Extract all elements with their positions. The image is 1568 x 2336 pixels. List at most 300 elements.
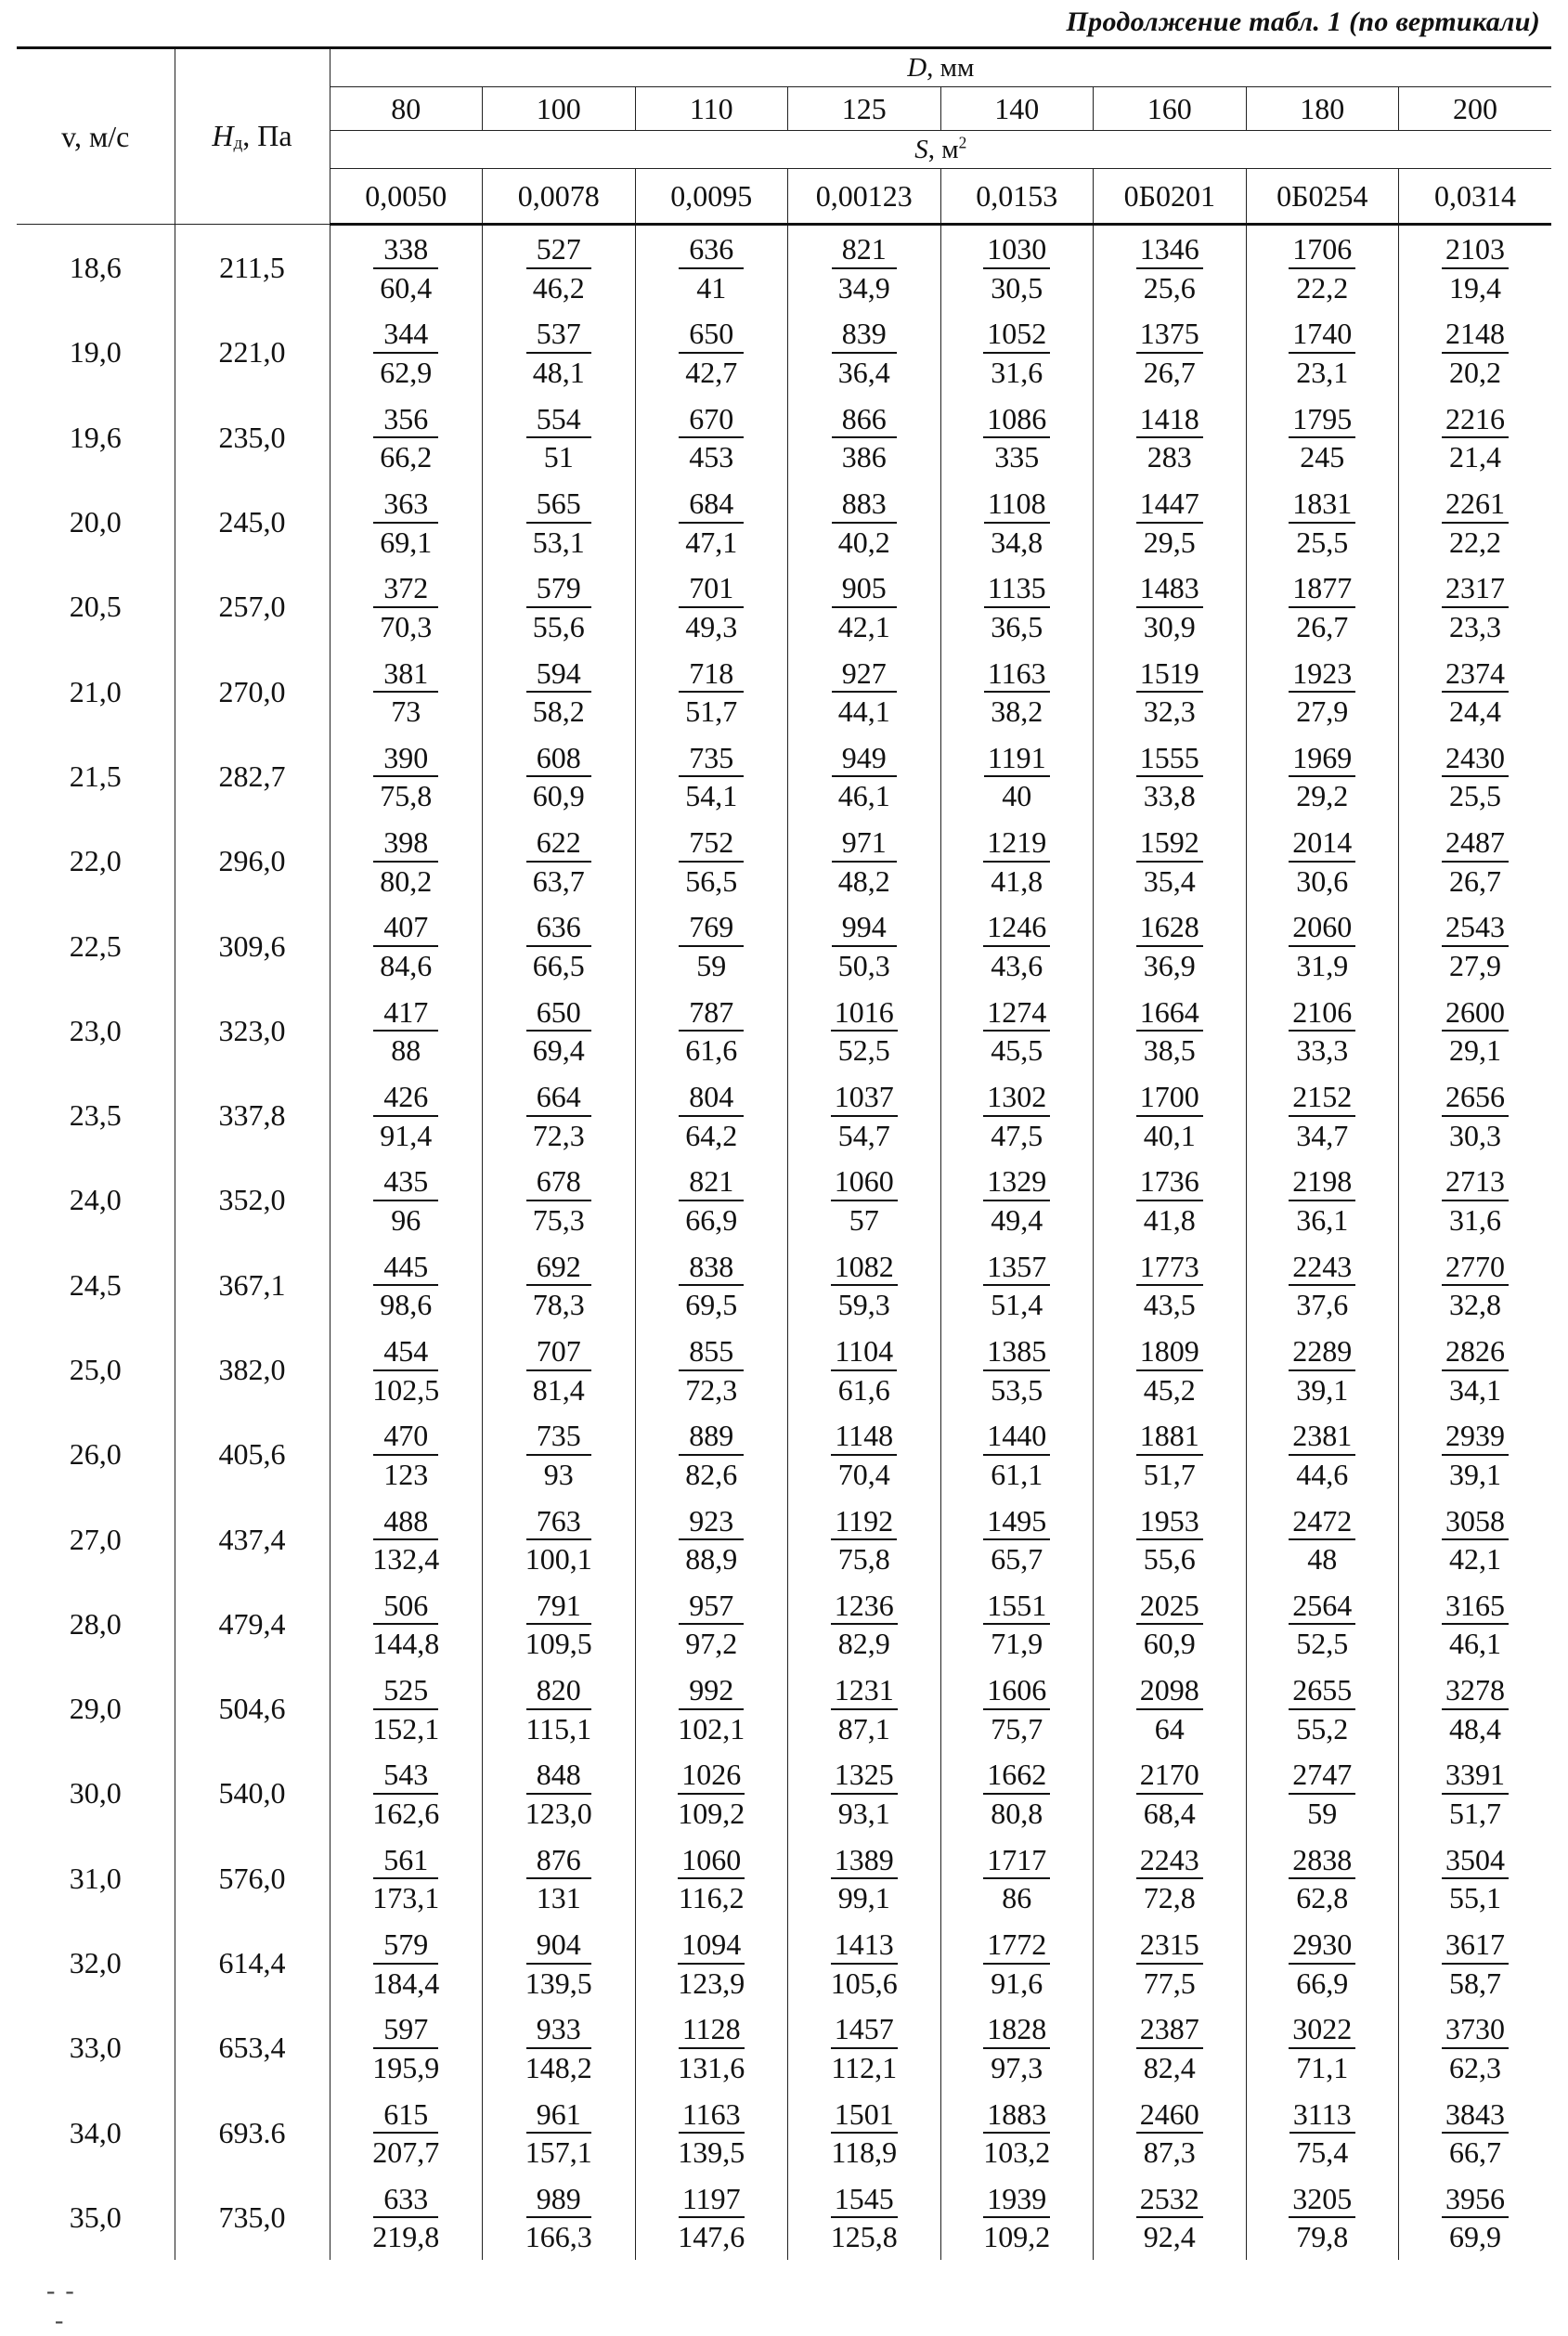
fraction-cell xyxy=(788,396,941,480)
fraction-denominator: 51 xyxy=(543,440,574,474)
fraction-cell xyxy=(788,2005,941,2090)
pressure-cell: 405,6 xyxy=(175,1412,330,1497)
fraction xyxy=(1136,1333,1203,1407)
fraction-cell xyxy=(483,734,636,819)
fraction-cell xyxy=(330,1921,483,2005)
fraction-numerator: 3843 xyxy=(1442,2099,1509,2135)
fraction xyxy=(831,1421,897,1490)
fraction-denominator: 152,1 xyxy=(372,1711,440,1746)
fraction xyxy=(526,1842,591,1915)
fraction-cell xyxy=(483,903,636,988)
fraction-denominator: 84,6 xyxy=(380,949,433,983)
fraction-cell xyxy=(330,310,483,395)
fraction-numerator: 1197 xyxy=(679,2184,745,2219)
fraction-denominator: 75,4 xyxy=(1296,2135,1349,2170)
fraction-numerator: 1375 xyxy=(1136,318,1203,354)
pressure-cell: 693.6 xyxy=(175,2091,330,2175)
fraction xyxy=(832,740,897,813)
fraction-numerator: 1773 xyxy=(1136,1252,1203,1287)
fraction-numerator: 3730 xyxy=(1442,2014,1509,2049)
fraction-denominator: 99,1 xyxy=(837,1881,890,1915)
fraction-numerator: 1236 xyxy=(831,1590,898,1626)
fraction xyxy=(1289,2096,1355,2170)
fraction xyxy=(832,488,897,558)
fraction-denominator: 131 xyxy=(536,1881,581,1915)
fraction-numerator: 971 xyxy=(832,827,897,863)
fraction-denominator: 78,3 xyxy=(532,1288,585,1322)
fraction xyxy=(373,912,438,981)
fraction-numerator: 527 xyxy=(526,234,591,269)
fraction-denominator: 102,5 xyxy=(372,1372,440,1407)
fraction-cell xyxy=(1246,1751,1399,1836)
fraction xyxy=(525,2181,592,2254)
fraction xyxy=(983,1249,1050,1322)
fraction-denominator: 49,3 xyxy=(685,609,738,643)
fraction-denominator: 51,7 xyxy=(1143,1457,1196,1491)
fraction xyxy=(526,318,591,388)
fraction-numerator: 1483 xyxy=(1136,573,1203,608)
fraction-numerator: 763 xyxy=(526,1506,591,1541)
fraction xyxy=(373,1249,438,1322)
fraction-cell xyxy=(1094,396,1247,480)
fraction-numerator: 1016 xyxy=(831,997,898,1032)
fraction-cell xyxy=(1246,565,1399,649)
fraction-denominator: 55,2 xyxy=(1296,1711,1349,1746)
fraction-denominator: 386 xyxy=(841,440,887,474)
fraction-numerator: 2216 xyxy=(1442,404,1509,439)
fraction-denominator: 42,1 xyxy=(1449,1542,1502,1577)
fraction-numerator: 2656 xyxy=(1442,1082,1509,1117)
fraction-cell xyxy=(483,2091,636,2175)
fraction xyxy=(373,488,438,558)
fraction-cell xyxy=(1246,396,1399,480)
fraction-cell xyxy=(940,1412,1094,1497)
table-body xyxy=(17,225,1551,2261)
fraction-cell xyxy=(1094,2091,1247,2175)
fraction-denominator: 53,1 xyxy=(532,525,585,559)
fraction-denominator: 87,1 xyxy=(837,1711,890,1746)
fraction xyxy=(1442,1842,1509,1915)
table-row xyxy=(17,989,1551,1073)
fraction-numerator: 3391 xyxy=(1442,1759,1509,1795)
fraction-denominator: 72,3 xyxy=(532,1118,585,1152)
fraction-numerator: 701 xyxy=(679,573,744,608)
fraction-numerator: 2600 xyxy=(1442,997,1509,1032)
fraction-denominator: 22,2 xyxy=(1449,525,1502,559)
fraction-numerator: 398 xyxy=(373,827,438,863)
fraction-cell xyxy=(635,649,788,733)
fraction-cell xyxy=(483,225,636,311)
fraction-denominator: 40,2 xyxy=(837,525,890,559)
fraction xyxy=(1136,740,1203,813)
fraction-denominator: 59 xyxy=(1307,1796,1338,1830)
fraction-cell xyxy=(635,1667,788,1751)
fraction xyxy=(525,1675,591,1745)
fraction-cell xyxy=(635,1836,788,1921)
velocity-cell: 28,0 xyxy=(17,1582,175,1667)
fraction xyxy=(1136,401,1203,474)
pressure-cell: 614,4 xyxy=(175,1921,330,2005)
fraction xyxy=(1442,827,1509,897)
velocity-cell: 27,0 xyxy=(17,1497,175,1581)
fraction-cell xyxy=(635,2091,788,2175)
fraction-numerator: 1495 xyxy=(983,1506,1050,1541)
fraction-numerator: 1700 xyxy=(1136,1082,1203,1117)
fraction-cell xyxy=(1246,1073,1399,1158)
velocity-cell: 22,0 xyxy=(17,819,175,903)
fraction-cell xyxy=(1094,480,1247,565)
fraction-denominator: 68,4 xyxy=(1143,1796,1196,1830)
fraction xyxy=(1289,488,1355,558)
fraction-numerator: 1163 xyxy=(984,658,1050,694)
fraction-cell xyxy=(1399,1497,1552,1581)
fraction-cell xyxy=(788,2091,941,2175)
fraction xyxy=(526,1333,591,1407)
fraction-numerator: 1923 xyxy=(1289,658,1355,694)
fraction-denominator: 52,5 xyxy=(837,1033,890,1068)
fraction-denominator: 82,4 xyxy=(1143,2050,1196,2084)
fraction-numerator: 2387 xyxy=(1136,2014,1203,2049)
pressure-unit: , Па xyxy=(242,118,292,152)
fraction-denominator: 64,2 xyxy=(685,1118,738,1152)
fraction-denominator: 82,6 xyxy=(685,1457,738,1491)
velocity-cell: 19,0 xyxy=(17,310,175,395)
fraction-denominator: 132,4 xyxy=(372,1542,440,1577)
fraction-denominator: 157,1 xyxy=(525,2135,592,2170)
fraction xyxy=(832,234,897,304)
fraction xyxy=(1442,2096,1509,2170)
fraction-denominator: 42,1 xyxy=(837,609,890,643)
fraction-cell xyxy=(1246,1921,1399,2005)
fraction-cell xyxy=(1094,1751,1247,1836)
fraction xyxy=(1442,318,1509,388)
fraction-numerator: 435 xyxy=(373,1166,438,1201)
fraction-numerator: 2152 xyxy=(1289,1082,1355,1117)
fraction xyxy=(372,1590,439,1660)
fraction xyxy=(373,994,438,1068)
fraction-numerator: 684 xyxy=(679,488,744,524)
fraction-cell xyxy=(635,903,788,988)
fraction-cell xyxy=(635,1243,788,1328)
fraction-denominator: 219,8 xyxy=(372,2220,440,2254)
fraction-numerator: 1346 xyxy=(1136,234,1203,269)
fraction xyxy=(1136,318,1203,388)
fraction-cell xyxy=(330,1667,483,1751)
fraction xyxy=(678,1675,745,1745)
fraction-numerator: 506 xyxy=(373,1590,438,1626)
fraction xyxy=(1442,488,1509,558)
fraction-numerator: 633 xyxy=(373,2184,438,2219)
fraction xyxy=(983,912,1050,981)
fraction-denominator: 123,0 xyxy=(525,1796,592,1830)
velocity-cell: 34,0 xyxy=(17,2091,175,2175)
fraction xyxy=(832,318,897,388)
velocity-cell: 31,0 xyxy=(17,1836,175,1921)
fraction-numerator: 904 xyxy=(526,1929,591,1965)
fraction xyxy=(1442,1590,1509,1660)
area-symbol: S xyxy=(914,134,928,164)
pressure-cell: 504,6 xyxy=(175,1667,330,1751)
fraction-numerator: 927 xyxy=(832,658,897,694)
fraction-denominator: 64 xyxy=(1154,1711,1185,1746)
fraction xyxy=(1442,655,1509,729)
fraction-numerator: 1060 xyxy=(678,1845,745,1880)
fraction-denominator: 41,8 xyxy=(991,863,1043,898)
fraction-denominator: 62,3 xyxy=(1449,2050,1502,2084)
fraction xyxy=(1136,1421,1203,1490)
pressure-cell: 337,8 xyxy=(175,1073,330,1158)
fraction-numerator: 1717 xyxy=(983,1845,1050,1880)
fraction-cell xyxy=(940,903,1094,988)
fraction-numerator: 363 xyxy=(373,488,438,524)
fraction xyxy=(373,318,438,388)
fraction-denominator: 72,3 xyxy=(685,1372,738,1407)
fraction-denominator: 139,5 xyxy=(678,2135,745,2170)
fraction-numerator: 650 xyxy=(679,318,744,354)
fraction xyxy=(679,1590,744,1660)
fraction-cell xyxy=(330,734,483,819)
fraction-numerator: 821 xyxy=(679,1166,744,1201)
fraction xyxy=(1289,912,1355,981)
fraction-numerator: 1545 xyxy=(831,2184,898,2219)
fraction-cell xyxy=(940,1243,1094,1328)
fraction-cell xyxy=(1246,225,1399,311)
fraction-cell xyxy=(1246,649,1399,733)
fraction-denominator: 47,5 xyxy=(991,1118,1043,1152)
fraction-denominator: 51,7 xyxy=(1449,1796,1502,1830)
fraction-numerator: 636 xyxy=(526,912,591,947)
fraction xyxy=(373,1166,438,1236)
fraction-denominator: 46,1 xyxy=(837,779,890,813)
fraction xyxy=(1289,234,1355,304)
fraction-cell xyxy=(330,480,483,565)
fraction-denominator: 66,7 xyxy=(1449,2135,1502,2170)
fraction-cell xyxy=(1399,225,1552,311)
fraction xyxy=(372,2181,440,2254)
fraction-numerator: 417 xyxy=(373,997,438,1032)
area-unit: , м xyxy=(927,134,959,164)
fraction-numerator: 3205 xyxy=(1289,2184,1355,2219)
fraction-denominator: 58,7 xyxy=(1449,1966,1502,2000)
fraction xyxy=(831,1082,898,1151)
fraction xyxy=(831,1675,898,1745)
fraction-cell xyxy=(1246,480,1399,565)
fraction-numerator: 1772 xyxy=(983,1929,1050,1965)
fraction-cell xyxy=(483,1582,636,1667)
fraction-cell xyxy=(1399,2005,1552,2090)
fraction xyxy=(526,912,591,981)
table-caption: Продолжение табл. 1 (по вертикали) xyxy=(1066,6,1540,37)
fraction-denominator: 148,2 xyxy=(525,2050,592,2084)
fraction-cell xyxy=(940,565,1094,649)
velocity-cell: 25,0 xyxy=(17,1328,175,1412)
fraction xyxy=(1442,573,1509,642)
fraction-cell xyxy=(1094,903,1247,988)
fraction xyxy=(983,1842,1050,1915)
fraction-denominator: 195,9 xyxy=(372,2050,440,2084)
fraction-denominator: 144,8 xyxy=(372,1627,440,1661)
fraction-cell xyxy=(483,1073,636,1158)
fraction xyxy=(1442,1503,1509,1577)
fraction-numerator: 1883 xyxy=(983,2099,1050,2135)
fraction-cell xyxy=(1094,1073,1247,1158)
table-header xyxy=(17,48,1551,225)
fraction-denominator: 59,3 xyxy=(837,1288,890,1322)
fraction-cell xyxy=(330,565,483,649)
fraction-denominator: 75,3 xyxy=(532,1202,585,1237)
fraction-numerator: 594 xyxy=(526,658,591,694)
fraction xyxy=(679,1333,744,1407)
fraction-numerator: 1052 xyxy=(983,318,1050,354)
fraction-numerator: 933 xyxy=(526,2014,591,2049)
fraction-numerator: 664 xyxy=(526,1082,591,1117)
fraction-numerator: 1192 xyxy=(831,1506,897,1541)
fraction xyxy=(983,827,1050,897)
table-row xyxy=(17,310,1551,395)
table-row xyxy=(17,2005,1551,2090)
fraction-cell xyxy=(330,1073,483,1158)
fraction-cell xyxy=(483,1667,636,1751)
fraction-denominator: 103,2 xyxy=(983,2135,1051,2170)
fraction-cell xyxy=(1094,1412,1247,1497)
fraction xyxy=(679,1503,744,1577)
fraction-denominator: 54,1 xyxy=(685,779,738,813)
fraction-numerator: 2148 xyxy=(1442,318,1509,354)
fraction-denominator: 31,6 xyxy=(991,355,1043,389)
fraction-numerator: 390 xyxy=(373,743,438,778)
fraction xyxy=(373,573,438,642)
fraction-denominator: 66,2 xyxy=(380,440,433,474)
fraction-cell xyxy=(635,1073,788,1158)
fraction xyxy=(983,2096,1051,2170)
fraction-denominator: 72,8 xyxy=(1143,1881,1196,1915)
fraction-cell xyxy=(788,2175,941,2260)
diameter-value: 100 xyxy=(483,87,636,131)
fraction-denominator: 80,8 xyxy=(991,1796,1043,1830)
fraction-numerator: 1094 xyxy=(678,1929,745,1965)
fraction-cell xyxy=(330,1328,483,1412)
fraction-denominator: 36,9 xyxy=(1143,949,1196,983)
fraction-numerator: 1809 xyxy=(1136,1336,1203,1371)
fraction-numerator: 3956 xyxy=(1442,2184,1509,2219)
fraction-cell xyxy=(1399,2091,1552,2175)
table-row xyxy=(17,396,1551,480)
fraction-numerator: 1881 xyxy=(1136,1421,1203,1456)
fraction-numerator: 1148 xyxy=(831,1421,897,1456)
fraction xyxy=(1136,1503,1203,1577)
fraction-denominator: 109,2 xyxy=(983,2220,1051,2254)
fraction-numerator: 1662 xyxy=(983,1759,1050,1795)
diameter-value: 200 xyxy=(1399,87,1552,131)
velocity-cell: 23,5 xyxy=(17,1073,175,1158)
fraction xyxy=(984,488,1050,558)
fraction-numerator: 636 xyxy=(679,234,744,269)
table-row xyxy=(17,1751,1551,1836)
fraction-denominator: 40,1 xyxy=(1143,1118,1196,1152)
fraction-denominator: 22,2 xyxy=(1296,270,1349,305)
fraction-numerator: 876 xyxy=(526,1845,591,1880)
fraction-denominator: 245 xyxy=(1300,440,1345,474)
fraction xyxy=(373,234,438,304)
fraction xyxy=(373,655,438,729)
fraction-denominator: 60,9 xyxy=(532,779,585,813)
fraction-cell xyxy=(483,2175,636,2260)
fraction-numerator: 1706 xyxy=(1289,234,1355,269)
fraction-denominator: 453 xyxy=(689,440,734,474)
fraction-numerator: 650 xyxy=(526,997,591,1032)
fraction-denominator: 25,6 xyxy=(1143,270,1196,305)
fraction-denominator: 32,3 xyxy=(1143,694,1196,729)
fraction xyxy=(679,234,744,304)
fraction-denominator: 166,3 xyxy=(525,2220,592,2254)
fraction-denominator: 30,5 xyxy=(991,270,1043,305)
area-value: 0,0153 xyxy=(940,169,1094,225)
fraction-numerator: 445 xyxy=(373,1252,438,1287)
fraction-denominator: 35,4 xyxy=(1143,863,1196,898)
fraction-cell xyxy=(940,1073,1094,1158)
fraction-cell xyxy=(635,2005,788,2090)
fraction xyxy=(1442,1675,1509,1745)
fraction-denominator: 48 xyxy=(1307,1542,1338,1577)
fraction xyxy=(526,994,591,1068)
table-row xyxy=(17,1582,1551,1667)
fraction-numerator: 2532 xyxy=(1136,2184,1203,2219)
fraction-cell xyxy=(1246,310,1399,395)
fraction-cell xyxy=(1399,1158,1552,1242)
pressure-cell: 367,1 xyxy=(175,1243,330,1328)
fraction-denominator: 71,1 xyxy=(1296,2050,1349,2084)
fraction xyxy=(1289,1166,1355,1236)
fraction-numerator: 565 xyxy=(526,488,591,524)
diameter-value: 110 xyxy=(635,87,788,131)
fraction xyxy=(1442,1421,1509,1490)
fraction-numerator: 3617 xyxy=(1442,1929,1509,1965)
fraction-numerator: 905 xyxy=(832,573,897,608)
fraction xyxy=(372,2096,440,2170)
fraction xyxy=(1136,234,1203,304)
fraction-numerator: 855 xyxy=(679,1336,744,1371)
fraction xyxy=(1289,2014,1355,2083)
fraction-cell xyxy=(635,989,788,1073)
fraction-cell xyxy=(330,1412,483,1497)
pressure-cell: 221,0 xyxy=(175,310,330,395)
fraction-denominator: 87,3 xyxy=(1143,2135,1196,2170)
fraction-cell xyxy=(483,565,636,649)
fraction xyxy=(1442,234,1509,304)
fraction-denominator: 48,4 xyxy=(1449,1711,1502,1746)
fraction-cell xyxy=(940,1921,1094,2005)
fraction-cell xyxy=(483,2005,636,2090)
fraction-numerator: 1325 xyxy=(831,1759,898,1795)
fraction-denominator: 102,1 xyxy=(678,1711,745,1746)
fraction-denominator: 56,5 xyxy=(685,863,738,898)
fraction-denominator: 115,1 xyxy=(525,1711,592,1746)
fraction-denominator: 32,8 xyxy=(1449,1288,1502,1322)
fraction-denominator: 31,6 xyxy=(1449,1202,1502,1237)
fraction-cell xyxy=(940,1158,1094,1242)
fraction xyxy=(679,488,744,558)
fraction-numerator: 579 xyxy=(373,1929,438,1965)
fraction xyxy=(526,488,591,558)
fraction-denominator: 80,2 xyxy=(380,863,433,898)
fraction-cell xyxy=(483,649,636,733)
fraction xyxy=(679,655,744,729)
fraction-cell xyxy=(483,480,636,565)
pressure-cell: 437,4 xyxy=(175,1497,330,1581)
fraction-denominator: 98,6 xyxy=(380,1288,433,1322)
fraction-cell xyxy=(788,1158,941,1242)
fraction-cell xyxy=(788,1836,941,1921)
